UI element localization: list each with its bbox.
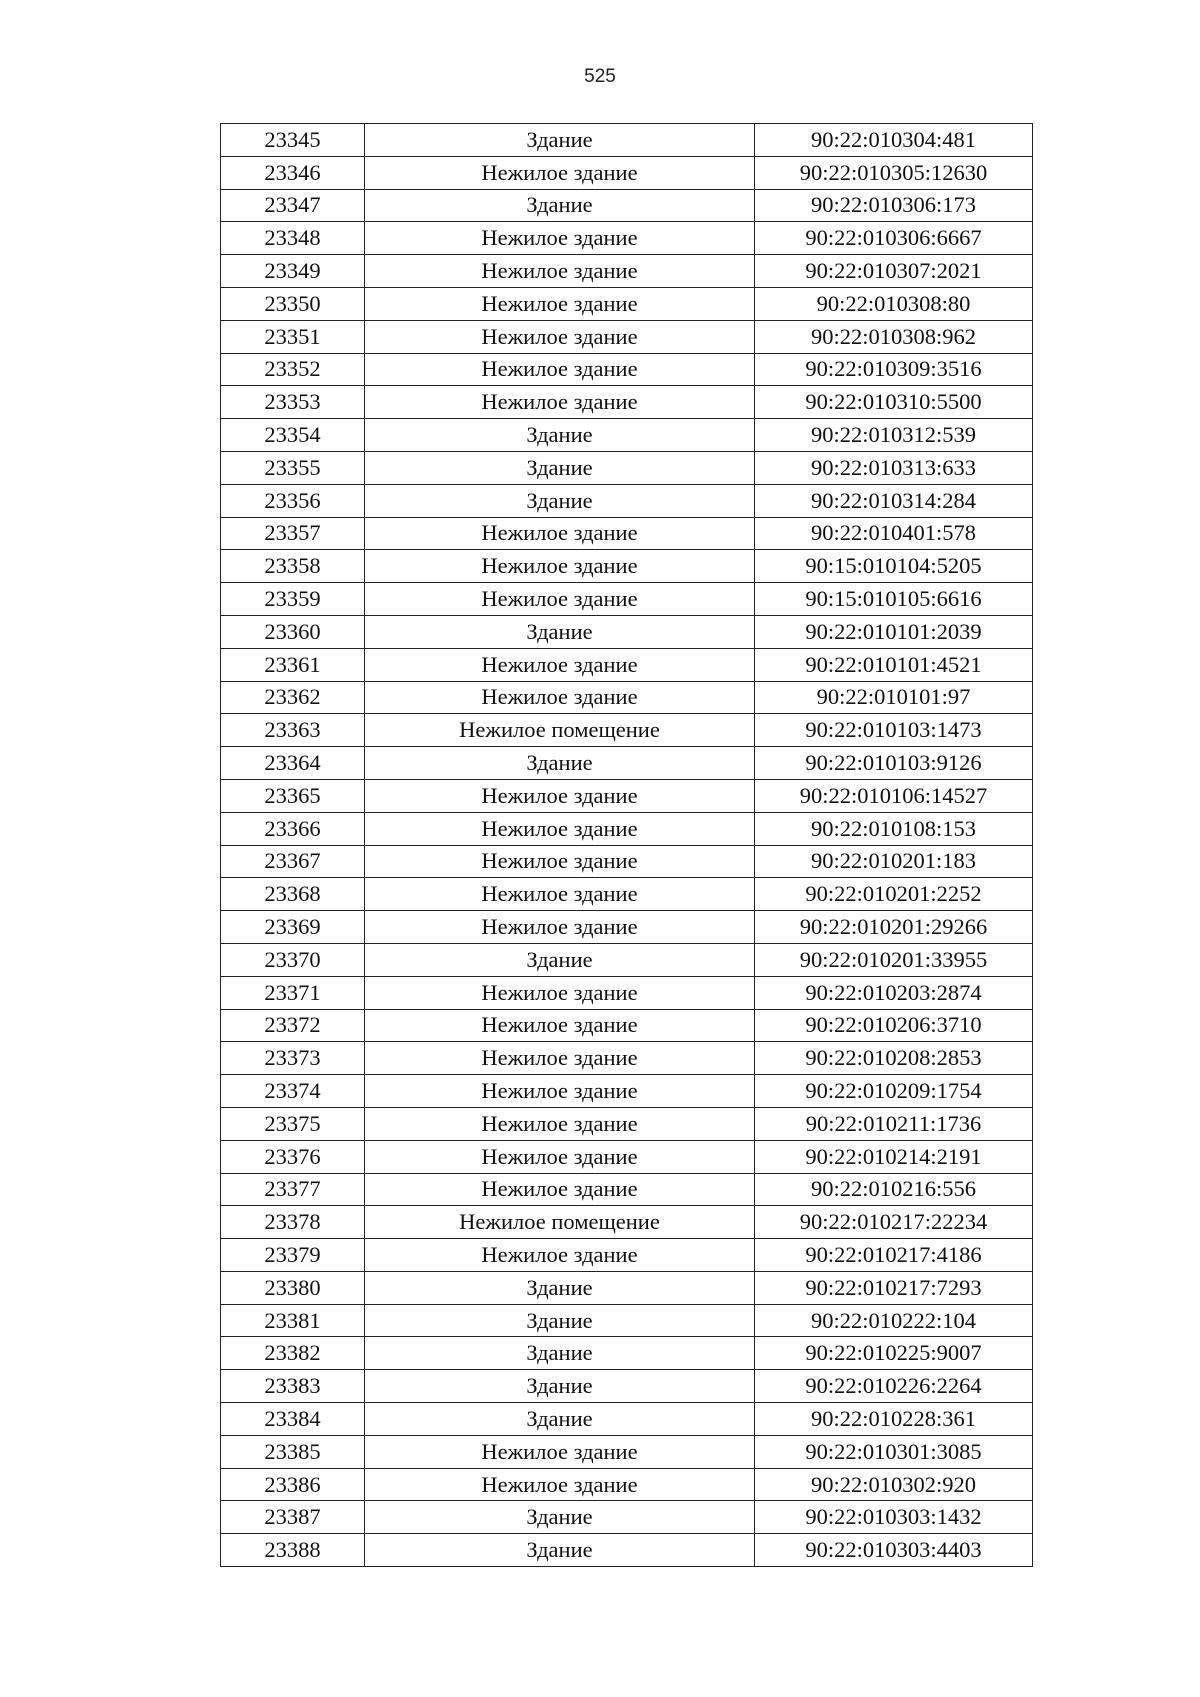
- table-row: [221, 550, 1033, 583]
- object-type-cell: Нежилое помещение: [365, 714, 755, 747]
- object-type-cell: Здание: [365, 747, 755, 780]
- table-row: [221, 747, 1033, 780]
- cadastral-number-cell: 90:22:010401:578: [755, 517, 1033, 550]
- object-type-cell: Здание: [365, 1501, 755, 1534]
- object-type-cell: Нежилое здание: [365, 320, 755, 353]
- table-row: [221, 681, 1033, 714]
- row-number-cell: 23369: [221, 911, 365, 944]
- object-type-cell: Здание: [365, 615, 755, 648]
- cadastral-number-cell: 90:22:010307:2021: [755, 255, 1033, 288]
- cadastral-number-cell: 90:22:010106:14527: [755, 779, 1033, 812]
- row-number-cell: 23377: [221, 1173, 365, 1206]
- table-row: [221, 812, 1033, 845]
- object-type-cell: Нежилое здание: [365, 550, 755, 583]
- row-number-cell: 23385: [221, 1435, 365, 1468]
- table-row: [221, 1239, 1033, 1272]
- table-row: [221, 517, 1033, 550]
- object-type-cell: Нежилое здание: [365, 1239, 755, 1272]
- table-row: [221, 222, 1033, 255]
- object-type-cell: Нежилое здание: [365, 287, 755, 320]
- row-number-cell: 23356: [221, 484, 365, 517]
- cadastral-number-cell: 90:22:010308:962: [755, 320, 1033, 353]
- cadastral-number-cell: 90:22:010201:33955: [755, 943, 1033, 976]
- table-row: [221, 1534, 1033, 1567]
- table-row: [221, 320, 1033, 353]
- row-number-cell: 23345: [221, 124, 365, 157]
- object-type-cell: Нежилое здание: [365, 1140, 755, 1173]
- object-type-cell: Нежилое помещение: [365, 1206, 755, 1239]
- row-number-cell: 23370: [221, 943, 365, 976]
- object-type-cell: Нежилое здание: [365, 976, 755, 1009]
- table-row: [221, 1468, 1033, 1501]
- row-number-cell: 23359: [221, 583, 365, 616]
- row-number-cell: 23348: [221, 222, 365, 255]
- cadastral-number-cell: 90:22:010304:481: [755, 124, 1033, 157]
- table-row: [221, 1501, 1033, 1534]
- object-type-cell: Нежилое здание: [365, 878, 755, 911]
- table-row: [221, 1009, 1033, 1042]
- registry-table-body: [221, 124, 1033, 1567]
- table-row: [221, 714, 1033, 747]
- table-row: [221, 1304, 1033, 1337]
- object-type-cell: Нежилое здание: [365, 1107, 755, 1140]
- cadastral-number-cell: 90:22:010310:5500: [755, 386, 1033, 419]
- table-row: [221, 1042, 1033, 1075]
- table-row: [221, 1403, 1033, 1436]
- table-row: [221, 648, 1033, 681]
- row-number-cell: 23360: [221, 615, 365, 648]
- cadastral-number-cell: 90:22:010201:29266: [755, 911, 1033, 944]
- cadastral-number-cell: 90:22:010203:2874: [755, 976, 1033, 1009]
- object-type-cell: Здание: [365, 1337, 755, 1370]
- cadastral-number-cell: 90:22:010301:3085: [755, 1435, 1033, 1468]
- cadastral-number-cell: 90:22:010217:4186: [755, 1239, 1033, 1272]
- cadastral-number-cell: 90:22:010216:556: [755, 1173, 1033, 1206]
- row-number-cell: 23383: [221, 1370, 365, 1403]
- cadastral-number-cell: 90:22:010228:361: [755, 1403, 1033, 1436]
- table-row: [221, 189, 1033, 222]
- row-number-cell: 23375: [221, 1107, 365, 1140]
- cadastral-number-cell: 90:22:010206:3710: [755, 1009, 1033, 1042]
- object-type-cell: Нежилое здание: [365, 812, 755, 845]
- cadastral-number-cell: 90:22:010103:9126: [755, 747, 1033, 780]
- cadastral-number-cell: 90:22:010303:1432: [755, 1501, 1033, 1534]
- row-number-cell: 23368: [221, 878, 365, 911]
- object-type-cell: Нежилое здание: [365, 681, 755, 714]
- cadastral-number-cell: 90:22:010108:153: [755, 812, 1033, 845]
- cadastral-number-cell: 90:22:010308:80: [755, 287, 1033, 320]
- cadastral-number-cell: 90:22:010217:22234: [755, 1206, 1033, 1239]
- object-type-cell: Нежилое здание: [365, 386, 755, 419]
- cadastral-number-cell: 90:22:010225:9007: [755, 1337, 1033, 1370]
- table-row: [221, 878, 1033, 911]
- cadastral-number-cell: 90:22:010101:2039: [755, 615, 1033, 648]
- row-number-cell: 23378: [221, 1206, 365, 1239]
- object-type-cell: Здание: [365, 1304, 755, 1337]
- cadastral-number-cell: 90:22:010303:4403: [755, 1534, 1033, 1567]
- table-row: [221, 1107, 1033, 1140]
- row-number-cell: 23354: [221, 419, 365, 452]
- row-number-cell: 23357: [221, 517, 365, 550]
- row-number-cell: 23367: [221, 845, 365, 878]
- object-type-cell: Здание: [365, 451, 755, 484]
- table-row: [221, 779, 1033, 812]
- object-type-cell: Нежилое здание: [365, 1173, 755, 1206]
- row-number-cell: 23381: [221, 1304, 365, 1337]
- cadastral-number-cell: 90:22:010101:97: [755, 681, 1033, 714]
- table-row: [221, 255, 1033, 288]
- table-row: [221, 845, 1033, 878]
- row-number-cell: 23382: [221, 1337, 365, 1370]
- row-number-cell: 23366: [221, 812, 365, 845]
- row-number-cell: 23361: [221, 648, 365, 681]
- table-row: [221, 1271, 1033, 1304]
- row-number-cell: 23355: [221, 451, 365, 484]
- page-number: 525: [584, 66, 616, 87]
- table-row: [221, 287, 1033, 320]
- row-number-cell: 23347: [221, 189, 365, 222]
- table-row: [221, 1337, 1033, 1370]
- object-type-cell: Нежилое здание: [365, 648, 755, 681]
- cadastral-number-cell: 90:22:010306:6667: [755, 222, 1033, 255]
- cadastral-number-cell: 90:22:010226:2264: [755, 1370, 1033, 1403]
- cadastral-number-cell: 90:22:010312:539: [755, 419, 1033, 452]
- table-row: [221, 484, 1033, 517]
- object-type-cell: Нежилое здание: [365, 911, 755, 944]
- cadastral-number-cell: 90:15:010105:6616: [755, 583, 1033, 616]
- row-number-cell: 23373: [221, 1042, 365, 1075]
- table-row: [221, 615, 1033, 648]
- cadastral-number-cell: 90:22:010305:12630: [755, 156, 1033, 189]
- row-number-cell: 23363: [221, 714, 365, 747]
- cadastral-number-cell: 90:22:010306:173: [755, 189, 1033, 222]
- table-row: [221, 943, 1033, 976]
- table-row: [221, 156, 1033, 189]
- row-number-cell: 23349: [221, 255, 365, 288]
- row-number-cell: 23350: [221, 287, 365, 320]
- cadastral-number-cell: 90:22:010314:284: [755, 484, 1033, 517]
- cadastral-number-cell: 90:22:010222:104: [755, 1304, 1033, 1337]
- cadastral-number-cell: 90:22:010201:183: [755, 845, 1033, 878]
- cadastral-number-cell: 90:22:010313:633: [755, 451, 1033, 484]
- table-row: [221, 583, 1033, 616]
- row-number-cell: 23371: [221, 976, 365, 1009]
- cadastral-number-cell: 90:22:010201:2252: [755, 878, 1033, 911]
- row-number-cell: 23351: [221, 320, 365, 353]
- row-number-cell: 23380: [221, 1271, 365, 1304]
- cadastral-number-cell: 90:22:010309:3516: [755, 353, 1033, 386]
- cadastral-number-cell: 90:22:010217:7293: [755, 1271, 1033, 1304]
- object-type-cell: Нежилое здание: [365, 779, 755, 812]
- table-row: [221, 1435, 1033, 1468]
- object-type-cell: Здание: [365, 124, 755, 157]
- table-row: [221, 353, 1033, 386]
- table-row: [221, 451, 1033, 484]
- table-row: [221, 1173, 1033, 1206]
- cadastral-number-cell: 90:22:010103:1473: [755, 714, 1033, 747]
- table-row: [221, 124, 1033, 157]
- row-number-cell: 23379: [221, 1239, 365, 1272]
- row-number-cell: 23353: [221, 386, 365, 419]
- object-type-cell: Здание: [365, 419, 755, 452]
- row-number-cell: 23386: [221, 1468, 365, 1501]
- row-number-cell: 23358: [221, 550, 365, 583]
- row-number-cell: 23384: [221, 1403, 365, 1436]
- object-type-cell: Нежилое здание: [365, 1468, 755, 1501]
- row-number-cell: 23365: [221, 779, 365, 812]
- table-row: [221, 1075, 1033, 1108]
- row-number-cell: 23352: [221, 353, 365, 386]
- registry-table: [220, 123, 1033, 1567]
- object-type-cell: Здание: [365, 1271, 755, 1304]
- cadastral-number-cell: 90:22:010211:1736: [755, 1107, 1033, 1140]
- object-type-cell: Нежилое здание: [365, 1009, 755, 1042]
- object-type-cell: Здание: [365, 1370, 755, 1403]
- object-type-cell: Нежилое здание: [365, 1042, 755, 1075]
- table-row: [221, 1370, 1033, 1403]
- row-number-cell: 23387: [221, 1501, 365, 1534]
- row-number-cell: 23364: [221, 747, 365, 780]
- table-row: [221, 419, 1033, 452]
- cadastral-number-cell: 90:22:010209:1754: [755, 1075, 1033, 1108]
- object-type-cell: Здание: [365, 1403, 755, 1436]
- table-row: [221, 911, 1033, 944]
- cadastral-number-cell: 90:22:010208:2853: [755, 1042, 1033, 1075]
- table-row: [221, 386, 1033, 419]
- object-type-cell: Здание: [365, 943, 755, 976]
- row-number-cell: 23372: [221, 1009, 365, 1042]
- object-type-cell: Здание: [365, 484, 755, 517]
- table-row: [221, 1206, 1033, 1239]
- cadastral-number-cell: 90:15:010104:5205: [755, 550, 1033, 583]
- row-number-cell: 23374: [221, 1075, 365, 1108]
- object-type-cell: Здание: [365, 189, 755, 222]
- object-type-cell: Нежилое здание: [365, 156, 755, 189]
- object-type-cell: Нежилое здание: [365, 517, 755, 550]
- table-row: [221, 976, 1033, 1009]
- row-number-cell: 23346: [221, 156, 365, 189]
- row-number-cell: 23376: [221, 1140, 365, 1173]
- cadastral-number-cell: 90:22:010101:4521: [755, 648, 1033, 681]
- object-type-cell: Здание: [365, 1534, 755, 1567]
- object-type-cell: Нежилое здание: [365, 255, 755, 288]
- object-type-cell: Нежилое здание: [365, 1435, 755, 1468]
- cadastral-number-cell: 90:22:010214:2191: [755, 1140, 1033, 1173]
- object-type-cell: Нежилое здание: [365, 353, 755, 386]
- object-type-cell: Нежилое здание: [365, 583, 755, 616]
- row-number-cell: 23388: [221, 1534, 365, 1567]
- object-type-cell: Нежилое здание: [365, 222, 755, 255]
- table-row: [221, 1140, 1033, 1173]
- cadastral-number-cell: 90:22:010302:920: [755, 1468, 1033, 1501]
- object-type-cell: Нежилое здание: [365, 845, 755, 878]
- object-type-cell: Нежилое здание: [365, 1075, 755, 1108]
- row-number-cell: 23362: [221, 681, 365, 714]
